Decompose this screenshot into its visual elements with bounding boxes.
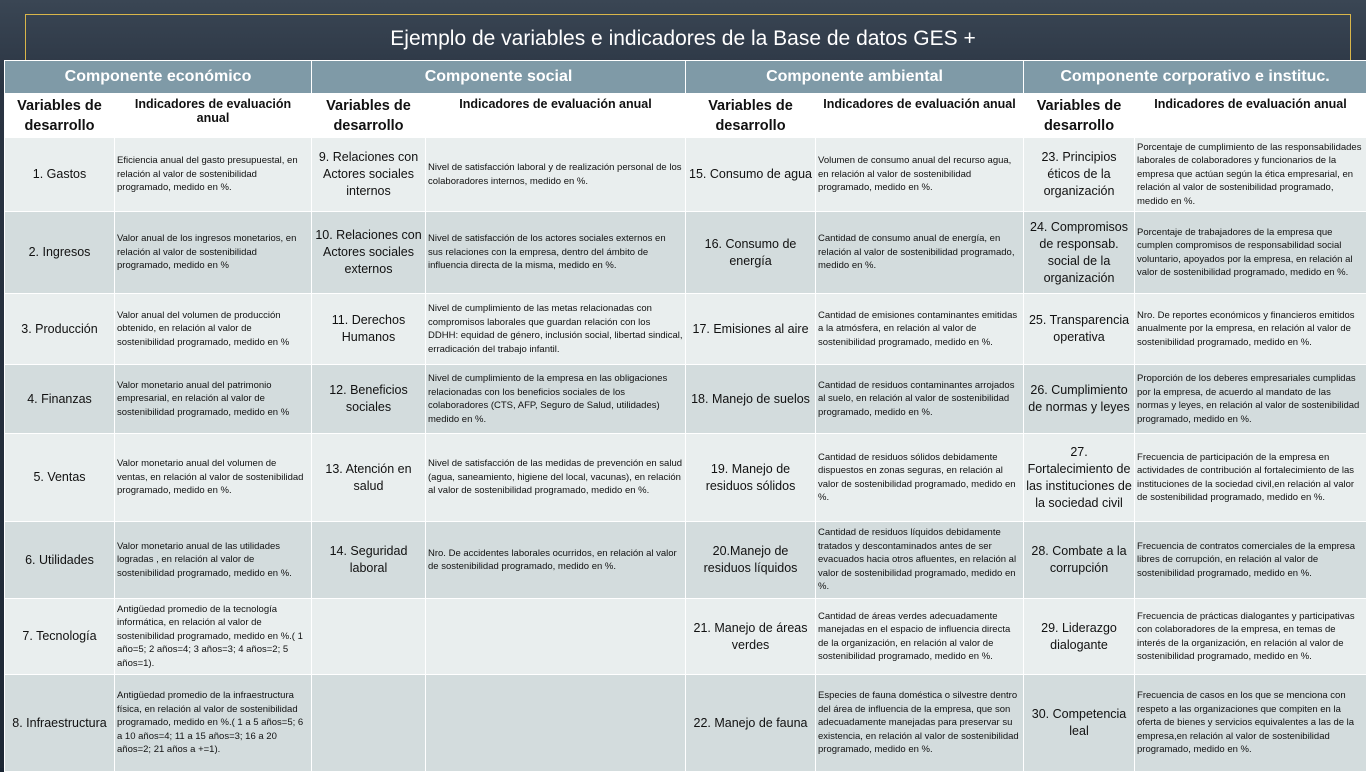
economic-indicator: Valor anual de los ingresos monetarios, en relación al valor de sostenibilidad programado, medido en %	[115, 212, 312, 294]
corporate-variable: 24. Compromisos de responsab. social de la organización	[1024, 212, 1135, 294]
social-variable: 14. Seguridad laboral	[312, 522, 426, 599]
economic-indicator: Valor anual del volumen de producción obtenido, en relación al valor de sostenibilidad programado, medido en %	[115, 294, 312, 365]
component-header-social: Componente social	[312, 61, 686, 94]
subheader-variables: Variables de desarrollo	[1024, 94, 1135, 138]
environmental-variable: 16. Consumo de energía	[686, 212, 816, 294]
table-row	[5, 522, 1366, 599]
environmental-variable: 22. Manejo de fauna	[686, 675, 816, 772]
corporate-indicator: Frecuencia de casos en los que se menciona con respeto a las organizaciones que compiten en la oferta de bienes y servicios equivalentes a las de la empresa,en relación al valor de sostenibilidad programado, medido en %.	[1135, 675, 1366, 772]
environmental-indicator: Especies de fauna doméstica o silvestre dentro del área de influencia de la empresa, que son adecuadamente manejadas para preservar su existencia, en relación al valor de sostenibilidad programado, medido en %.	[816, 675, 1024, 772]
environmental-variable: 18. Manejo de suelos	[686, 365, 816, 434]
economic-variable: 8. Infraestructura	[5, 675, 115, 772]
table-row	[5, 294, 1366, 365]
table-row	[5, 365, 1366, 434]
subheader-row	[5, 94, 1366, 138]
indicators-table-container	[4, 60, 1366, 768]
corporate-indicator: Frecuencia de participación de la empresa en actividades de contribución al fortalecimiento de las instituciones de la sociedad civil,en relación al valor de sostenibilidad programado, medido en %.	[1135, 434, 1366, 522]
slide-title: Ejemplo de variables e indicadores de la Base de datos GES +	[0, 26, 1366, 52]
economic-variable: 4. Finanzas	[5, 365, 115, 434]
corporate-indicator: Proporción de los deberes empresariales cumplidas por la empresa, de acuerdo al mandato de las normas y leyes, en relación al valor de sostenibilidad programado, medido en %.	[1135, 365, 1366, 434]
economic-variable: 7. Tecnología	[5, 599, 115, 675]
corporate-indicator: Nro. De reportes económicos y financieros emitidos anualmente por la empresa, en relación al valor de sostenibilidad programado, medido en %.	[1135, 294, 1366, 365]
subheader-variables: Variables de desarrollo	[312, 94, 426, 138]
table-row	[5, 212, 1366, 294]
subheader-indicators: Indicadores de evaluación anual	[816, 94, 1024, 138]
indicators-table	[4, 60, 1366, 772]
social-indicator: Nro. De accidentes laborales ocurridos, en relación al valor de sostenibilidad programado, medido en %.	[426, 522, 686, 599]
table-row	[5, 675, 1366, 772]
social-indicator	[426, 599, 686, 675]
social-indicator	[426, 675, 686, 772]
corporate-variable: 23. Principios éticos de la organización	[1024, 138, 1135, 212]
corporate-indicator: Frecuencia de contratos comerciales de la empresa libres de corrupción, en relación al valor de sostenibilidad programado, medido en %.	[1135, 522, 1366, 599]
environmental-indicator: Volumen de consumo anual del recurso agua, en relación al valor de sostenibilidad programado, medido en %.	[816, 138, 1024, 212]
economic-indicator: Valor monetario anual del volumen de ventas, en relación al valor de sostenibilidad programado, medido en %.	[115, 434, 312, 522]
social-variable: 11. Derechos Humanos	[312, 294, 426, 365]
social-variable	[312, 675, 426, 772]
environmental-variable: 21. Manejo de áreas verdes	[686, 599, 816, 675]
table-row	[5, 434, 1366, 522]
environmental-indicator: Cantidad de emisiones contaminantes emitidas a la atmósfera, en relación al valor de sostenibilidad programado, medido en %.	[816, 294, 1024, 365]
environmental-variable: 20.Manejo de residuos líquidos	[686, 522, 816, 599]
component-header-row	[5, 61, 1366, 94]
environmental-indicator: Cantidad de residuos contaminantes arrojados al suelo, en relación al valor de sostenibilidad programado, medido en %.	[816, 365, 1024, 434]
subheader-indicators: Indicadores de evaluación anual	[115, 94, 312, 138]
component-header-environmental: Componente ambiental	[686, 61, 1024, 94]
corporate-variable: 26. Cumplimiento de normas y leyes	[1024, 365, 1135, 434]
corporate-variable: 25. Transparencia operativa	[1024, 294, 1135, 365]
environmental-indicator: Cantidad de áreas verdes adecuadamente manejadas en el espacio de influencia directa de la organización, en relación al valor de sostenibilidad programado, medido en %.	[816, 599, 1024, 675]
corporate-variable: 30. Competencia leal	[1024, 675, 1135, 772]
corporate-indicator: Porcentaje de cumplimiento de las responsabilidades laborales de colaboradores y funcionarios de la empresa que actúan según la ética empresarial, en relación al valor de sostenibilidad programado, medido en %.	[1135, 138, 1366, 212]
subheader-variables: Variables de desarrollo	[5, 94, 115, 138]
environmental-variable: 17. Emisiones al aire	[686, 294, 816, 365]
social-indicator: Nivel de cumplimiento de las metas relacionadas con compromisos laborales que guardan relación con los DDHH: equidad de género, inclusión social, libertad sindical, erradicación del trabajo infantil.	[426, 294, 686, 365]
social-indicator: Nivel de satisfacción laboral y de realización personal de los colaboradores internos, medido en %.	[426, 138, 686, 212]
economic-indicator: Valor monetario anual del patrimonio empresarial, en relación al valor de sostenibilidad programado, medido en %	[115, 365, 312, 434]
economic-indicator: Valor monetario anual de las utilidades logradas , en relación al valor de sostenibilidad programado, medido en %.	[115, 522, 312, 599]
subheader-variables: Variables de desarrollo	[686, 94, 816, 138]
environmental-indicator: Cantidad de residuos sólidos debidamente dispuestos en zonas seguras, en relación al valor de sostenibilidad programado, medido en %.	[816, 434, 1024, 522]
environmental-variable: 19. Manejo de residuos sólidos	[686, 434, 816, 522]
economic-indicator: Antigüedad promedio de la tecnología informática, en relación al valor de sostenibilidad programado, medido en %.( 1 año=5; 2 años=4; 3 años=3; 4 años=2; 5 años=1).	[115, 599, 312, 675]
social-indicator: Nivel de satisfacción de las medidas de prevención en salud (agua, saneamiento, higiene del local, vacunas), en relación al valor de sostenibilidad programado, medido en %.	[426, 434, 686, 522]
social-indicator: Nivel de cumplimiento de la empresa en las obligaciones relacionadas con los beneficios sociales de los colaboradores (CTS, AFP, Seguro de Salud, utilidades) medido en %.	[426, 365, 686, 434]
social-variable: 10. Relaciones con Actores sociales externos	[312, 212, 426, 294]
environmental-indicator: Cantidad de consumo anual de energía, en relación al valor de sostenibilidad programado, medido en %.	[816, 212, 1024, 294]
table-row	[5, 138, 1366, 212]
social-variable	[312, 599, 426, 675]
subheader-indicators: Indicadores de evaluación anual	[1135, 94, 1366, 138]
environmental-indicator: Cantidad de residuos líquidos debidamente tratados y descontaminados antes de ser evacuados hacia otros afluentes, en relación al valor de sostenibilidad programado, medido en %.	[816, 522, 1024, 599]
corporate-variable: 29. Liderazgo dialogante	[1024, 599, 1135, 675]
component-header-economic: Componente económico	[5, 61, 312, 94]
economic-variable: 3. Producción	[5, 294, 115, 365]
social-indicator: Nivel de satisfacción de los actores sociales externos en sus relaciones con la empresa, dentro del ámbito de influencia directa de la misma, medido en %.	[426, 212, 686, 294]
economic-variable: 2. Ingresos	[5, 212, 115, 294]
economic-variable: 5. Ventas	[5, 434, 115, 522]
component-header-corporate: Componente corporativo e instituc.	[1024, 61, 1366, 94]
environmental-variable: 15. Consumo de agua	[686, 138, 816, 212]
social-variable: 9. Relaciones con Actores sociales internos	[312, 138, 426, 212]
subheader-indicators: Indicadores de evaluación anual	[426, 94, 686, 138]
economic-variable: 1. Gastos	[5, 138, 115, 212]
corporate-indicator: Frecuencia de prácticas dialogantes y participativas con colaboradores de la empresa, en temas de interés de la organización, en relación al valor de sostenibilidad programado, medido en %.	[1135, 599, 1366, 675]
corporate-variable: 27. Fortalecimiento de las instituciones de la sociedad civil	[1024, 434, 1135, 522]
economic-variable: 6. Utilidades	[5, 522, 115, 599]
table-row	[5, 599, 1366, 675]
social-variable: 12. Beneficios sociales	[312, 365, 426, 434]
corporate-indicator: Porcentaje de trabajadores de la empresa que cumplen compromisos de responsabilidad social voluntario, apoyados por la empresa, en relación al valor de sostenibilidad programado, medido en %.	[1135, 212, 1366, 294]
economic-indicator: Eficiencia anual del gasto presupuestal, en relación al valor de sostenibilidad programado, medido en %.	[115, 138, 312, 212]
economic-indicator: Antigüedad promedio de la infraestructura física, en relación al valor de sostenibilidad programado, medido en %.( 1 a 5 años=5; 6 a 10 años=4; 11 a 15 años=3; 16 a 20 años=2; 21 años a +=1).	[115, 675, 312, 772]
social-variable: 13. Atención en salud	[312, 434, 426, 522]
corporate-variable: 28. Combate a la corrupción	[1024, 522, 1135, 599]
